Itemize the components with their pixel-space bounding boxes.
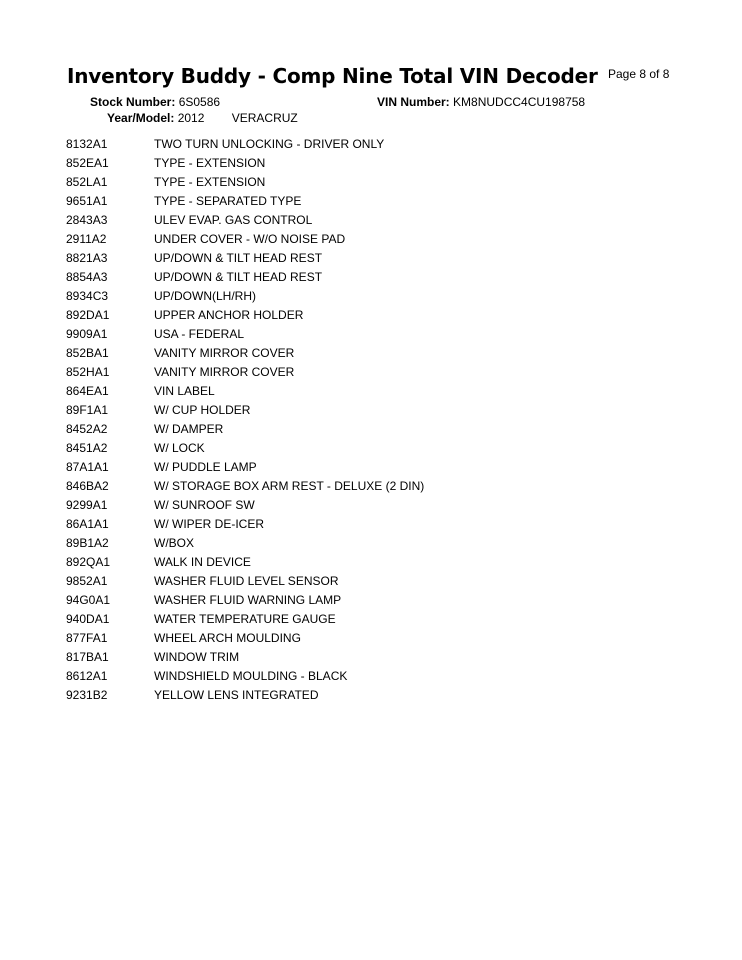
option-description: VANITY MIRROR COVER	[154, 345, 295, 360]
list-item	[66, 685, 424, 704]
stock-number-label: Stock Number:	[90, 95, 176, 109]
option-description: WATER TEMPERATURE GAUGE	[154, 611, 336, 626]
option-description: WASHER FLUID WARNING LAMP	[154, 592, 342, 607]
option-code: 2843A3	[66, 212, 108, 227]
option-code: 852BA1	[66, 345, 109, 360]
list-item	[66, 438, 424, 457]
option-code: 89B1A2	[66, 535, 109, 550]
list-item	[66, 286, 424, 305]
list-item	[66, 248, 424, 267]
option-code: 817BA1	[66, 649, 109, 664]
option-code: 8821A3	[66, 250, 108, 265]
list-item	[66, 647, 424, 666]
list-item	[66, 324, 424, 343]
list-item	[66, 305, 424, 324]
list-item	[66, 571, 424, 590]
list-item	[66, 514, 424, 533]
list-item	[66, 134, 424, 153]
list-item	[66, 172, 424, 191]
option-description: W/ SUNROOF SW	[154, 497, 255, 512]
list-item	[66, 495, 424, 514]
list-item	[66, 457, 424, 476]
vin-number	[377, 95, 585, 109]
option-code: 892QA1	[66, 554, 111, 569]
option-code: 2911A2	[66, 231, 107, 246]
stock-number	[90, 95, 220, 109]
option-description: UNDER COVER - W/O NOISE PAD	[154, 231, 346, 246]
list-item	[66, 628, 424, 647]
option-description: YELLOW LENS INTEGRATED	[154, 687, 319, 702]
list-item	[66, 343, 424, 362]
page-title: Inventory Buddy - Comp Nine Total VIN Decoder	[67, 64, 598, 88]
list-item	[66, 666, 424, 685]
list-item	[66, 191, 424, 210]
option-description: ULEV EVAP. GAS CONTROL	[154, 212, 313, 227]
option-code: 8934C3	[66, 288, 109, 303]
year-model	[107, 111, 298, 125]
page-number: Page 8 of 8	[608, 67, 670, 81]
option-code: 852HA1	[66, 364, 110, 379]
option-code: 8854A3	[66, 269, 108, 284]
option-code: 8132A1	[66, 136, 108, 151]
list-item	[66, 609, 424, 628]
list-item	[66, 210, 424, 229]
option-description: UP/DOWN & TILT HEAD REST	[154, 250, 323, 265]
option-description: W/ STORAGE BOX ARM REST - DELUXE (2 DIN)	[154, 478, 425, 493]
list-item	[66, 590, 424, 609]
option-description: W/ LOCK	[154, 440, 205, 455]
list-item	[66, 267, 424, 286]
year-model-label: Year/Model:	[107, 111, 175, 125]
option-description: VANITY MIRROR COVER	[154, 364, 295, 379]
list-item	[66, 362, 424, 381]
list-item	[66, 229, 424, 248]
option-description: W/ CUP HOLDER	[154, 402, 251, 417]
option-description: W/ PUDDLE LAMP	[154, 459, 257, 474]
option-code: 87A1A1	[66, 459, 109, 474]
option-description: TYPE - EXTENSION	[154, 155, 266, 170]
option-description: TWO TURN UNLOCKING - DRIVER ONLY	[154, 136, 385, 151]
stock-number-value: 6S0586	[178, 95, 221, 109]
option-code: 9852A1	[66, 573, 108, 588]
option-code: 9651A1	[66, 193, 108, 208]
option-code: 892DA1	[66, 307, 110, 322]
option-description: UP/DOWN & TILT HEAD REST	[154, 269, 323, 284]
option-description: WINDSHIELD MOULDING - BLACK	[154, 668, 348, 683]
list-item	[66, 552, 424, 571]
option-code: 86A1A1	[66, 516, 109, 531]
option-code: 94G0A1	[66, 592, 111, 607]
vin-number-value: KM8NUDCC4CU198758	[453, 95, 586, 109]
option-code: 8452A2	[66, 421, 108, 436]
option-code: 9231B2	[66, 687, 108, 702]
option-code: 9909A1	[66, 326, 108, 341]
list-item	[66, 400, 424, 419]
option-description: UPPER ANCHOR HOLDER	[154, 307, 304, 322]
option-description: W/ DAMPER	[154, 421, 224, 436]
list-item	[66, 381, 424, 400]
option-description: WHEEL ARCH MOULDING	[154, 630, 301, 645]
option-description: VIN LABEL	[154, 383, 215, 398]
model-value: VERACRUZ	[231, 111, 298, 125]
option-description: USA - FEDERAL	[154, 326, 245, 341]
option-description: WALK IN DEVICE	[154, 554, 251, 569]
option-description: WASHER FLUID LEVEL SENSOR	[154, 573, 339, 588]
option-code: 846BA2	[66, 478, 109, 493]
option-code: 940DA1	[66, 611, 110, 626]
vin-number-label: VIN Number:	[377, 95, 450, 109]
option-code: 8451A2	[66, 440, 108, 455]
list-item	[66, 533, 424, 552]
list-item	[66, 419, 424, 438]
option-code: 9299A1	[66, 497, 108, 512]
list-item	[66, 476, 424, 495]
list-item	[66, 153, 424, 172]
option-code: 852LA1	[66, 174, 108, 189]
option-description: W/ WIPER DE-ICER	[154, 516, 264, 531]
option-code: 877FA1	[66, 630, 108, 645]
option-description: TYPE - SEPARATED TYPE	[154, 193, 302, 208]
option-code: 864EA1	[66, 383, 109, 398]
option-code: 852EA1	[66, 155, 109, 170]
option-code: 8612A1	[66, 668, 108, 683]
option-description: WINDOW TRIM	[154, 649, 240, 664]
option-code: 89F1A1	[66, 402, 109, 417]
year-value: 2012	[177, 111, 205, 125]
option-description: TYPE - EXTENSION	[154, 174, 266, 189]
option-description: W/BOX	[154, 535, 195, 550]
option-description: UP/DOWN(LH/RH)	[154, 288, 256, 303]
option-code-list	[66, 134, 424, 704]
